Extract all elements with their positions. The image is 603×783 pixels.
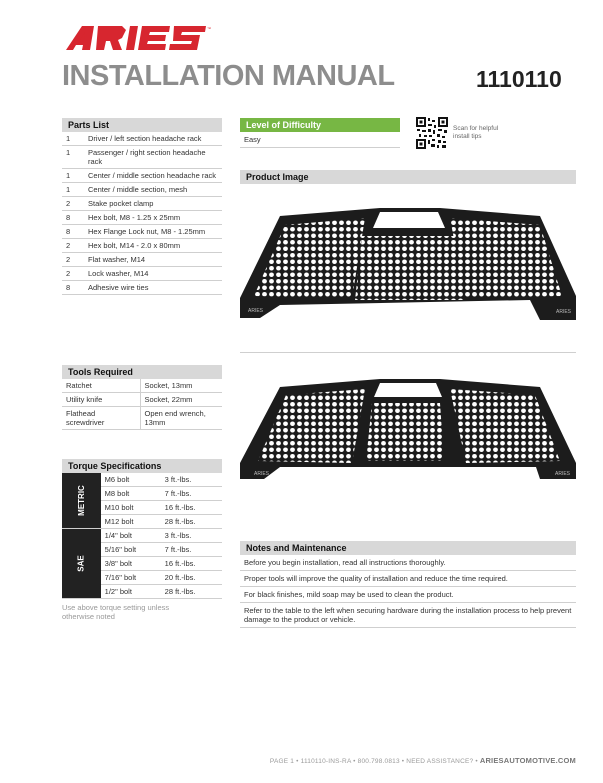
table-row: [240, 603, 576, 628]
torque-value: 28 ft.-lbs.: [161, 515, 222, 529]
note-item: Before you begin installation, read all instructions thoroughly.: [240, 555, 576, 571]
svg-text:™: ™: [207, 26, 211, 31]
part-qty: 8: [62, 211, 84, 225]
part-description: Passenger / right section headache rack: [84, 146, 222, 169]
table-row: [62, 239, 222, 253]
part-qty: 1: [62, 169, 84, 183]
table-row: [62, 225, 222, 239]
part-qty: 2: [62, 197, 84, 211]
qr-caption: Scan for helpful install tips: [453, 125, 499, 140]
table-row: [62, 267, 222, 281]
table-row: [62, 379, 222, 393]
table-row: [62, 183, 222, 197]
tool-size: Open end wrench, 13mm: [140, 407, 222, 430]
note-item: Proper tools will improve the quality of installation and reduce the time required.: [240, 571, 576, 587]
torque-value: 20 ft.-lbs.: [161, 571, 222, 585]
headache-rack-image-angled: [240, 200, 576, 325]
part-qty: 1: [62, 183, 84, 197]
torque-note: Use above torque setting unless otherwise noted: [62, 603, 170, 621]
bolt-size: M10 bolt: [101, 501, 161, 515]
parts-list-heading: Parts List: [62, 118, 222, 132]
footer-doc: 1110110-INS-RA: [300, 758, 352, 765]
bolt-size: 1/2" bolt: [101, 585, 161, 599]
difficulty: [240, 118, 400, 148]
table-row: [62, 281, 222, 295]
svg-text:ARIES: ARIES: [555, 471, 571, 477]
difficulty-value: Easy: [240, 132, 400, 148]
tool-size: Socket, 13mm: [140, 379, 222, 393]
difficulty-heading: Level of Difficulty: [240, 118, 400, 132]
product-image-heading: Product Image: [240, 170, 576, 184]
part-qty: 1: [62, 146, 84, 169]
table-row: [62, 407, 222, 430]
sae-label-text: SAE: [76, 555, 86, 572]
sae-label: [62, 529, 101, 599]
bolt-size: 5/16" bolt: [101, 543, 161, 557]
metric-label-text: METRIC: [76, 485, 86, 516]
part-description: Stake pocket clamp: [84, 197, 222, 211]
part-qty: 2: [62, 239, 84, 253]
table-row: [62, 197, 222, 211]
table-row: [62, 473, 222, 487]
footer-assist: NEED ASSISTANCE?: [406, 758, 474, 765]
part-description: Flat washer, M14: [84, 253, 222, 267]
bolt-size: M12 bolt: [101, 515, 161, 529]
part-description: Driver / left section headache rack: [84, 132, 222, 146]
notes-heading: Notes and Maintenance: [240, 541, 576, 555]
table-row: [240, 571, 576, 587]
part-description: Center / middle section headache rack: [84, 169, 222, 183]
svg-text:ARIES: ARIES: [556, 309, 572, 315]
table-row: [62, 253, 222, 267]
tool-size: Socket, 22mm: [140, 393, 222, 407]
tools-heading: Tools Required: [62, 365, 222, 379]
part-description: Center / middle section, mesh: [84, 183, 222, 197]
bolt-size: 1/4" bolt: [101, 529, 161, 543]
product-image-section: [240, 170, 576, 184]
torque-table: [62, 473, 222, 599]
bolt-size: M6 bolt: [101, 473, 161, 487]
footer-page: PAGE 1: [269, 758, 295, 765]
torque-value: 28 ft.-lbs.: [161, 585, 222, 599]
part-description: Hex Flange Lock nut, M8 - 1.25mm: [84, 225, 222, 239]
part-qty: 1: [62, 132, 84, 146]
torque-specifications: [62, 459, 222, 621]
notes-and-maintenance: [240, 541, 576, 628]
torque-heading: Torque Specifications: [62, 459, 222, 473]
part-number: 1110110: [476, 66, 562, 92]
note-item: Refer to the table to the left when securing hardware during the installation process to help prevent damage to the product or vehicle.: [240, 603, 576, 628]
torque-value: 7 ft.-lbs.: [161, 543, 222, 557]
torque-value: 16 ft.-lbs.: [161, 557, 222, 571]
table-row: [62, 132, 222, 146]
notes-table: [240, 555, 576, 628]
footer: PAGE 1 • 1110110-INS-RA • 800.798.0813 • NEED ASSISTANCE? • ARIESAUTOMOTIVE.COM: [269, 756, 576, 765]
tool-name: Utility knife: [62, 393, 140, 407]
table-row: [62, 393, 222, 407]
tools-table: [62, 379, 222, 430]
part-qty: 8: [62, 281, 84, 295]
bolt-size: 7/16" bolt: [101, 571, 161, 585]
torque-value: 16 ft.-lbs.: [161, 501, 222, 515]
qr-code-icon[interactable]: [416, 117, 448, 149]
parts-table: [62, 132, 222, 295]
table-row: [62, 529, 222, 543]
table-row: [62, 211, 222, 225]
tool-name: Ratchet: [62, 379, 140, 393]
part-description: Hex bolt, M8 - 1.25 x 25mm: [84, 211, 222, 225]
table-row: [240, 555, 576, 571]
bolt-size: 3/8" bolt: [101, 557, 161, 571]
image-divider: [240, 352, 576, 353]
tools-required: [62, 365, 222, 430]
table-row: [62, 169, 222, 183]
torque-value: 3 ft.-lbs.: [161, 473, 222, 487]
part-description: Lock washer, M14: [84, 267, 222, 281]
part-qty: 2: [62, 253, 84, 267]
table-row: [62, 146, 222, 169]
part-qty: 2: [62, 267, 84, 281]
torque-value: 3 ft.-lbs.: [161, 529, 222, 543]
aries-logo: [60, 22, 212, 52]
part-description: Hex bolt, M14 - 2.0 x 80mm: [84, 239, 222, 253]
metric-label: [62, 473, 101, 529]
tool-name: Flathead screwdriver: [62, 407, 140, 430]
footer-website-link[interactable]: ARIESAUTOMOTIVE.COM: [479, 756, 576, 765]
part-description: Adhesive wire ties: [84, 281, 222, 295]
parts-list: [62, 118, 222, 295]
svg-text:ARIES: ARIES: [248, 308, 264, 314]
note-item: For black finishes, mild soap may be used to clean the product.: [240, 587, 576, 603]
part-qty: 8: [62, 225, 84, 239]
torque-value: 7 ft.-lbs.: [161, 487, 222, 501]
svg-text:ARIES: ARIES: [254, 471, 270, 477]
page-title: INSTALLATION MANUAL: [62, 60, 395, 92]
table-row: [240, 587, 576, 603]
headache-rack-image-front: [240, 375, 576, 490]
footer-phone: 800.798.0813: [357, 758, 400, 765]
bolt-size: M8 bolt: [101, 487, 161, 501]
